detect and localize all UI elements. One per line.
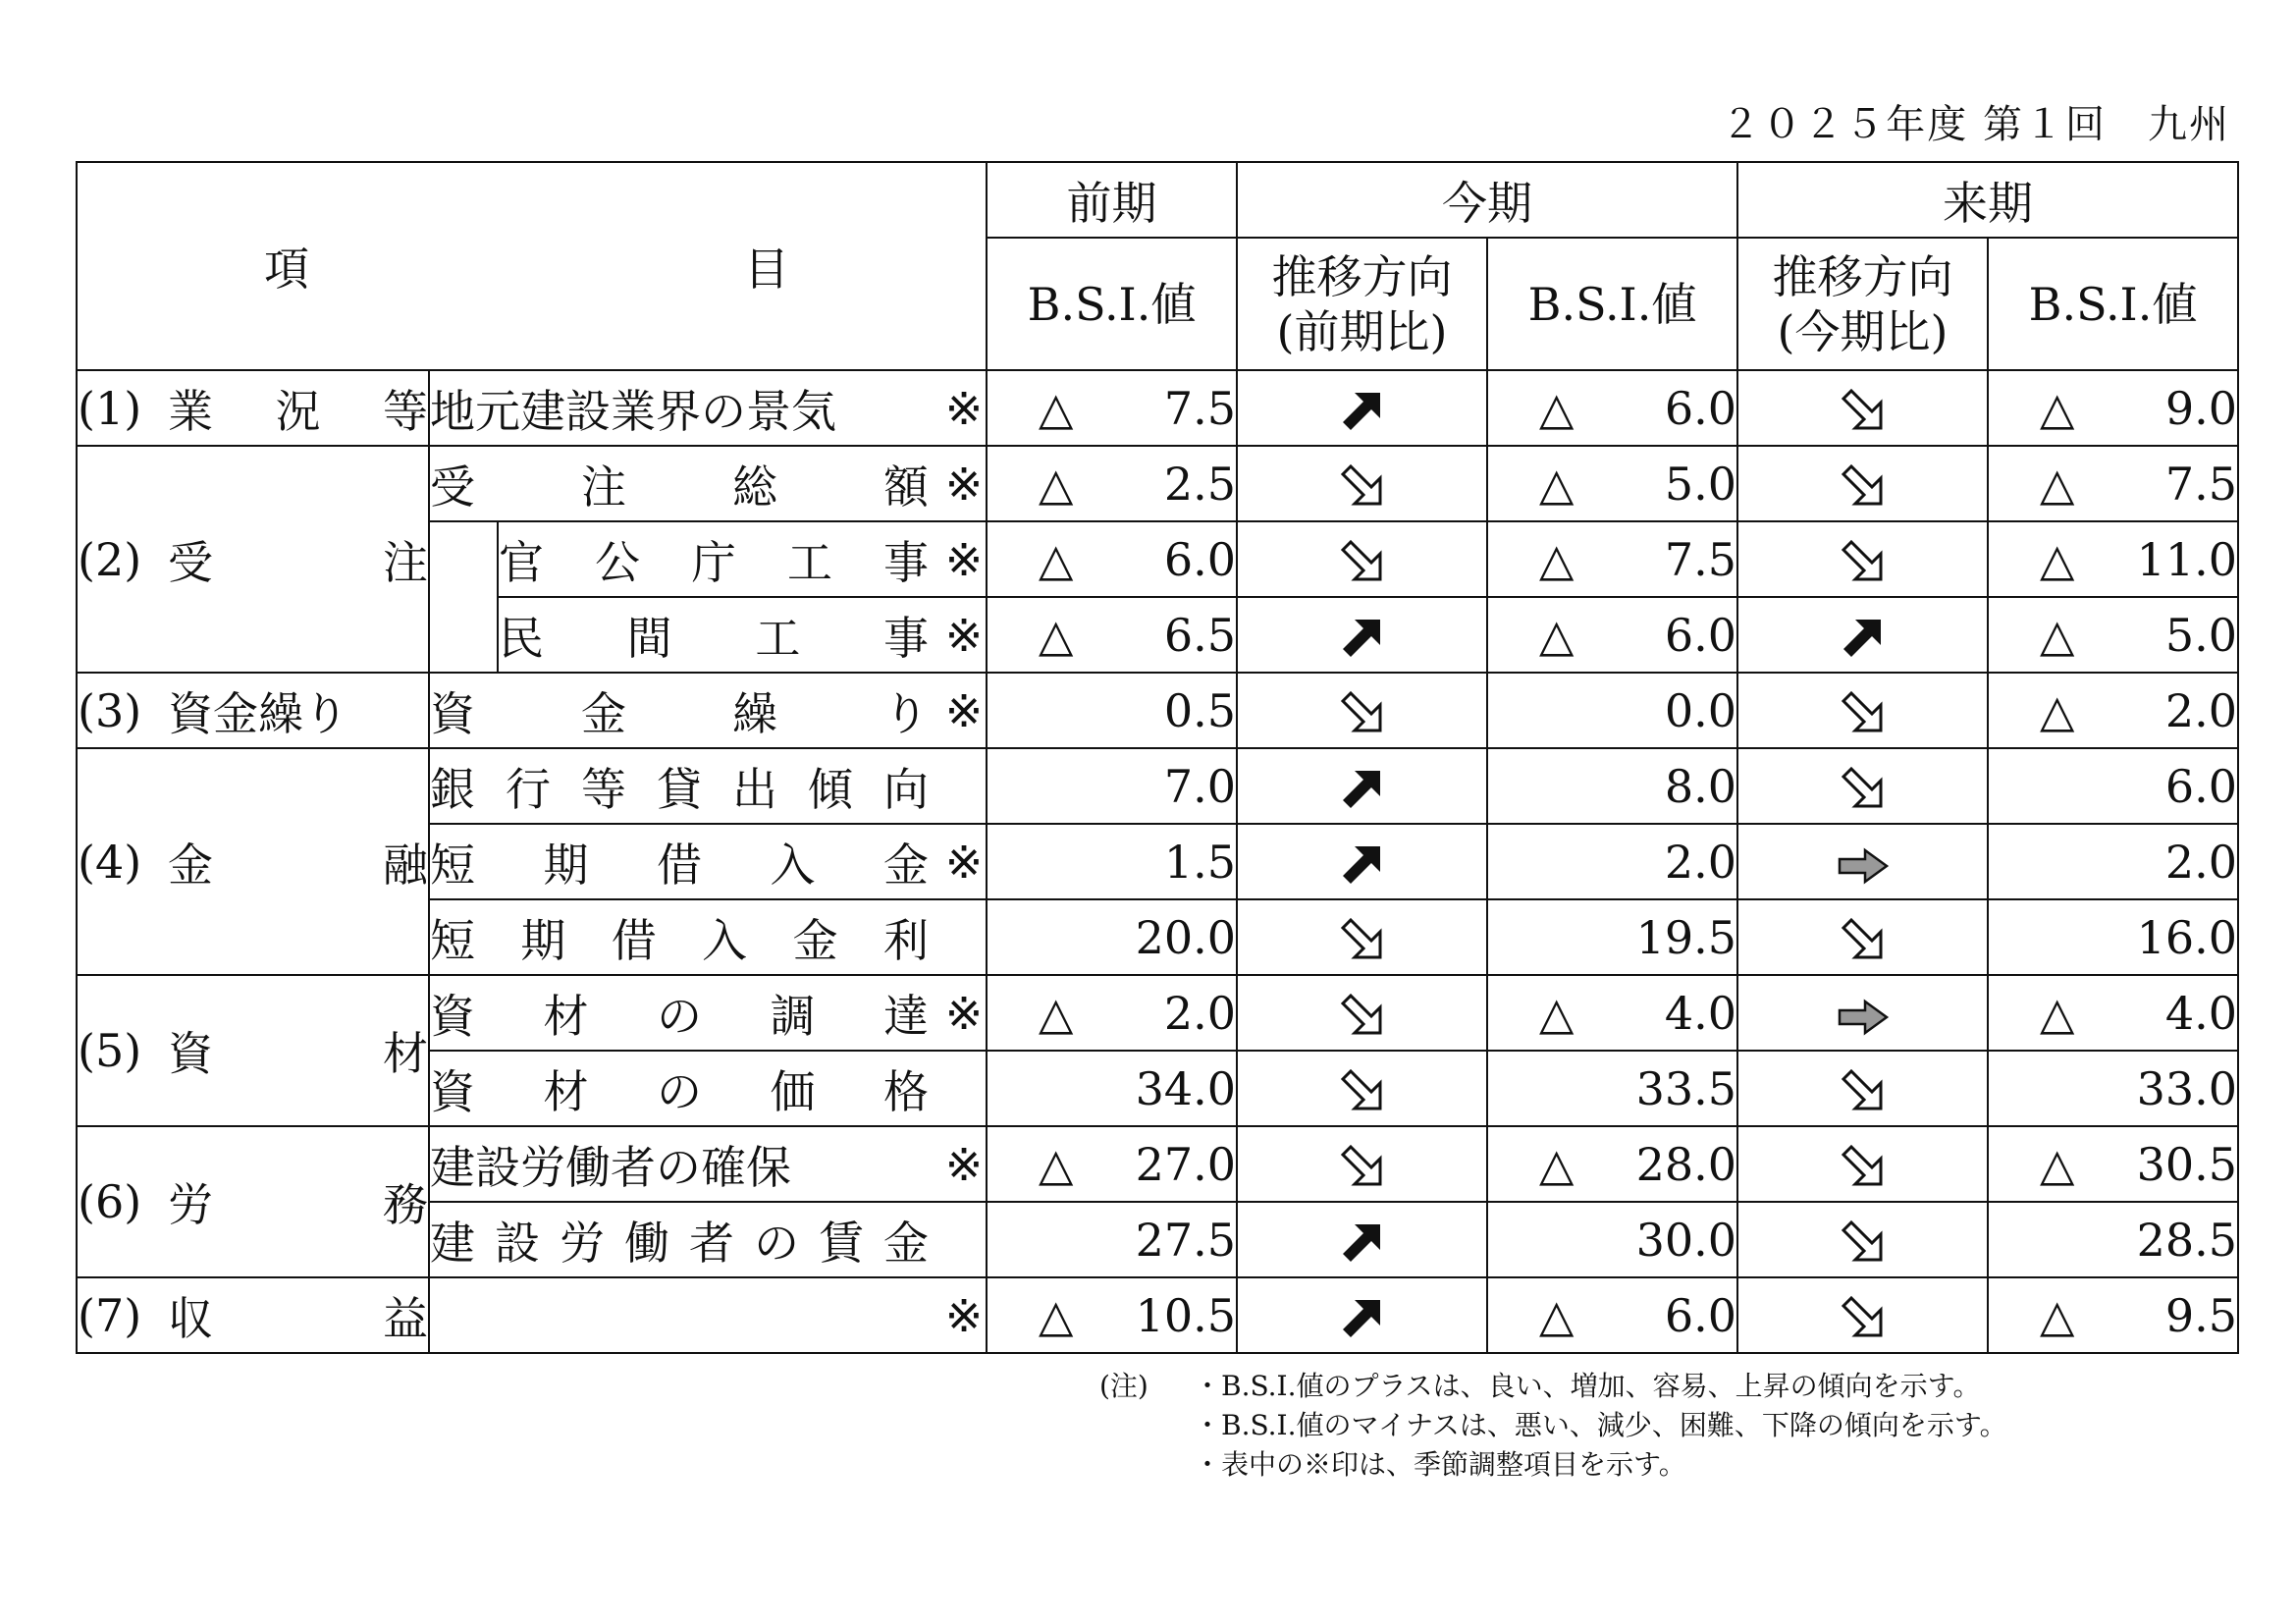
bsi-value: 34.0 <box>1135 1061 1236 1115</box>
trend-next-cell <box>1737 748 1988 824</box>
table-row <box>77 446 2238 521</box>
note-line: ・B.S.I.値のプラスは、良い、増加、容易、上昇の傾向を示す。 <box>1194 1370 1981 1402</box>
seasonal-adjust-mark: ※ <box>944 532 984 586</box>
trend-next-cell <box>1737 1202 1988 1277</box>
bsi-value: 0.5 <box>1163 683 1236 737</box>
table-row <box>77 748 2238 824</box>
item-header-char: 目 <box>744 243 789 296</box>
bsi-prev-cell <box>987 748 1237 824</box>
arrow-down-right-icon <box>1838 380 1889 433</box>
bsi-curr-cell <box>1487 597 1737 673</box>
period-prev-header: 前期 <box>987 162 1237 238</box>
arrow-down-right-icon <box>1337 682 1388 735</box>
seasonal-adjust-mark: ※ <box>944 986 984 1040</box>
bsi-curr-cell <box>1487 446 1737 521</box>
bsi-value: 9.0 <box>2164 381 2237 435</box>
seasonal-adjust-mark: ※ <box>944 835 984 889</box>
trend-prev-header: 推移方向 (前期比) <box>1237 238 1487 370</box>
arrow-down-right-icon <box>1838 531 1889 584</box>
bsi-next-cell <box>1988 370 2238 446</box>
bsi-prev-cell <box>987 1126 1237 1202</box>
bsi-curr-cell <box>1487 899 1737 975</box>
seasonal-adjust-mark: ※ <box>944 457 984 511</box>
trend-curr-header: 推移方向 (今期比) <box>1737 238 1988 370</box>
arrow-up-right-icon <box>1337 607 1388 660</box>
bsi-value: 1.5 <box>1163 835 1236 889</box>
trend-prev-cell <box>1237 1126 1487 1202</box>
negative-triangle: △ <box>1539 986 1575 1040</box>
table-row <box>77 673 2238 748</box>
arrow-down-right-icon <box>1337 456 1388 509</box>
negative-triangle: △ <box>1039 986 1074 1040</box>
bsi-value: 20.0 <box>1135 910 1236 964</box>
category-number: (2) <box>78 532 142 586</box>
category-label: 資 材 <box>168 1027 428 1080</box>
sub-item-cell <box>429 446 987 521</box>
sub-item-label: 短 期 借 入 金 <box>430 838 929 892</box>
bsi-value: 2.0 <box>2164 835 2237 889</box>
bsi-value: 27.5 <box>1135 1213 1236 1267</box>
bsi-table <box>76 161 2239 1354</box>
sub-item-cell <box>429 370 987 446</box>
arrow-up-right-icon <box>1337 380 1388 433</box>
arrow-up-right-icon <box>1838 607 1889 660</box>
negative-triangle: △ <box>1539 1137 1575 1191</box>
bsi-curr-cell <box>1487 824 1737 899</box>
negative-triangle: △ <box>1039 608 1074 662</box>
trend-next-cell <box>1737 1277 1988 1353</box>
indent-spacer <box>429 597 498 673</box>
bsi-next-header: B.S.I.値 <box>1988 238 2238 370</box>
arrow-down-right-icon <box>1838 682 1889 735</box>
negative-triangle: △ <box>2040 1288 2075 1342</box>
bsi-value: 6.0 <box>1163 532 1236 586</box>
category-cell <box>77 1277 429 1353</box>
trend-next-cell <box>1737 899 1988 975</box>
arrow-down-right-icon <box>1337 909 1388 962</box>
sub-item-cell <box>429 1126 987 1202</box>
bsi-next-cell <box>1988 673 2238 748</box>
negative-triangle: △ <box>1039 1288 1074 1342</box>
sub-item-cell <box>429 899 987 975</box>
category-cell <box>77 370 429 446</box>
bsi-next-cell <box>1988 521 2238 597</box>
bsi-next-cell <box>1988 899 2238 975</box>
table-row <box>77 975 2238 1051</box>
sub-item-label: 建 設 労 働 者 の 賃 金 <box>430 1216 929 1270</box>
bsi-value: 16.0 <box>2136 910 2237 964</box>
arrow-up-right-icon <box>1337 1287 1388 1340</box>
category-cell <box>77 748 429 975</box>
bsi-value: 30.0 <box>1635 1213 1736 1267</box>
bsi-value: 4.0 <box>1664 986 1736 1040</box>
negative-triangle: △ <box>2040 381 2075 435</box>
bsi-next-cell <box>1988 975 2238 1051</box>
category-label: 金 融 <box>168 838 428 892</box>
trend-prev-cell <box>1237 899 1487 975</box>
bsi-value: 6.5 <box>1163 608 1236 662</box>
category-label: 収 益 <box>168 1291 428 1345</box>
seasonal-adjust-mark: ※ <box>944 608 984 662</box>
sub-item-cell <box>429 1202 987 1277</box>
bsi-prev-cell <box>987 673 1237 748</box>
bsi-prev-cell <box>987 824 1237 899</box>
sub-item-cell <box>429 748 987 824</box>
trend-prev-cell <box>1237 824 1487 899</box>
seasonal-adjust-mark: ※ <box>944 1137 984 1191</box>
table-row <box>77 1277 2238 1353</box>
negative-triangle: △ <box>1039 381 1074 435</box>
sub-item-cell <box>498 521 987 597</box>
bsi-curr-cell <box>1487 521 1737 597</box>
negative-triangle: △ <box>2040 532 2075 586</box>
category-number: (6) <box>78 1175 142 1228</box>
bsi-value: 33.0 <box>2136 1061 2237 1115</box>
bsi-value: 5.0 <box>2164 608 2237 662</box>
category-number: (3) <box>78 683 142 737</box>
negative-triangle: △ <box>1039 457 1074 511</box>
trend-prev-cell <box>1237 597 1487 673</box>
arrow-down-right-icon <box>1838 1136 1889 1189</box>
bsi-value: 28.5 <box>2136 1213 2237 1267</box>
bsi-prev-header: B.S.I.値 <box>987 238 1237 370</box>
trend-prev-cell <box>1237 1051 1487 1126</box>
bsi-prev-cell <box>987 370 1237 446</box>
page-title: ２０２５年度 第１回 九州 <box>1721 102 2230 147</box>
note-line: ・B.S.I.値のマイナスは、悪い、減少、困難、下降の傾向を示す。 <box>1194 1409 2007 1441</box>
category-number: (4) <box>78 835 142 889</box>
bsi-value: 7.5 <box>1664 532 1736 586</box>
trend-next-cell <box>1737 521 1988 597</box>
bsi-value: 6.0 <box>2164 759 2237 813</box>
negative-triangle: △ <box>2040 608 2075 662</box>
negative-triangle: △ <box>1539 532 1575 586</box>
trend-next-cell <box>1737 1126 1988 1202</box>
table-row <box>77 1126 2238 1202</box>
arrow-down-right-icon <box>1838 1212 1889 1265</box>
bsi-value: 10.5 <box>1135 1288 1236 1342</box>
note-line: ・表中の※印は、季節調整項目を示す。 <box>1194 1448 1686 1481</box>
sub-item-label: 官 公 庁 工 事 <box>499 535 929 589</box>
category-label: 業 況 等 <box>168 384 428 438</box>
bsi-value: 11.0 <box>2136 532 2237 586</box>
bsi-next-cell <box>1988 1126 2238 1202</box>
bsi-prev-cell <box>987 597 1237 673</box>
negative-triangle: △ <box>2040 457 2075 511</box>
trend-next-cell <box>1737 824 1988 899</box>
arrow-up-right-icon <box>1337 834 1388 887</box>
arrow-down-right-icon <box>1337 531 1388 584</box>
arrow-down-right-icon <box>1337 985 1388 1038</box>
sub-item-label: 資 金 繰 り <box>430 686 929 740</box>
trend-prev-cell <box>1237 1277 1487 1353</box>
bsi-curr-header: B.S.I.値 <box>1487 238 1737 370</box>
category-label: 資金繰り <box>168 686 348 740</box>
trend-next-cell <box>1737 446 1988 521</box>
sub-item-cell <box>429 1277 987 1353</box>
category-label: 労 務 <box>168 1178 428 1231</box>
bsi-next-cell <box>1988 597 2238 673</box>
bsi-value: 9.5 <box>2164 1288 2237 1342</box>
sub-item-label: 銀 行 等 貸 出 傾 向 <box>430 762 929 816</box>
category-cell <box>77 975 429 1126</box>
trend-next-cell <box>1737 597 1988 673</box>
category-number: (1) <box>78 381 142 435</box>
bsi-value: 2.0 <box>1163 986 1236 1040</box>
bsi-value: 4.0 <box>2164 986 2237 1040</box>
sub-item-label: 資 材 の 価 格 <box>430 1064 929 1118</box>
bsi-next-cell <box>1988 824 2238 899</box>
bsi-next-cell <box>1988 748 2238 824</box>
bsi-value: 6.0 <box>1664 1288 1736 1342</box>
bsi-curr-cell <box>1487 673 1737 748</box>
notes-lead: (注) <box>1099 1370 1148 1402</box>
trend-next-cell <box>1737 975 1988 1051</box>
sub-item-label: 民 間 工 事 <box>499 611 929 665</box>
bsi-next-cell <box>1988 1202 2238 1277</box>
trend-prev-cell <box>1237 370 1487 446</box>
bsi-curr-cell <box>1487 975 1737 1051</box>
seasonal-adjust-mark: ※ <box>944 381 984 435</box>
bsi-value: 30.5 <box>2136 1137 2237 1191</box>
arrow-down-right-icon <box>1838 909 1889 962</box>
bsi-prev-cell <box>987 1051 1237 1126</box>
negative-triangle: △ <box>2040 986 2075 1040</box>
bsi-prev-cell <box>987 1202 1237 1277</box>
trend-next-cell <box>1737 1051 1988 1126</box>
sub-item-cell <box>429 975 987 1051</box>
trend-prev-cell <box>1237 446 1487 521</box>
bsi-value: 6.0 <box>1664 381 1736 435</box>
notes <box>1099 1367 2007 1485</box>
seasonal-adjust-mark: ※ <box>944 683 984 737</box>
bsi-curr-cell <box>1487 1202 1737 1277</box>
bsi-prev-cell <box>987 1277 1237 1353</box>
negative-triangle: △ <box>1039 1137 1074 1191</box>
negative-triangle: △ <box>1039 532 1074 586</box>
sub-item-cell <box>429 1051 987 1126</box>
sub-item-cell <box>429 673 987 748</box>
trend-prev-cell <box>1237 521 1487 597</box>
bsi-value: 7.5 <box>2164 457 2237 511</box>
table-row <box>77 370 2238 446</box>
trend-prev-cell <box>1237 748 1487 824</box>
bsi-next-cell <box>1988 1051 2238 1126</box>
sub-item-label: 資 材 の 調 達 <box>430 989 929 1043</box>
negative-triangle: △ <box>1539 1288 1575 1342</box>
category-cell <box>77 446 429 673</box>
bsi-value: 2.0 <box>1664 835 1736 889</box>
seasonal-adjust-mark: ※ <box>944 1288 984 1342</box>
sub-item-cell <box>429 824 987 899</box>
trend-prev-cell <box>1237 1202 1487 1277</box>
bsi-curr-cell <box>1487 370 1737 446</box>
arrow-right-icon <box>1836 836 1891 889</box>
bsi-next-cell <box>1988 446 2238 521</box>
category-label: 受 注 <box>168 535 428 589</box>
bsi-value: 28.0 <box>1635 1137 1736 1191</box>
bsi-curr-cell <box>1487 748 1737 824</box>
bsi-value: 6.0 <box>1664 608 1736 662</box>
bsi-prev-cell <box>987 446 1237 521</box>
bsi-prev-cell <box>987 975 1237 1051</box>
negative-triangle: △ <box>2040 683 2075 737</box>
trend-next-cell <box>1737 673 1988 748</box>
sub-item-label: 受 注 総 額 <box>430 460 929 514</box>
bsi-value: 2.5 <box>1163 457 1236 511</box>
indent-spacer <box>429 521 498 597</box>
arrow-right-icon <box>1836 987 1891 1040</box>
period-curr-header: 今期 <box>1237 162 1737 238</box>
negative-triangle: △ <box>1539 381 1575 435</box>
category-cell <box>77 1126 429 1277</box>
bsi-prev-cell <box>987 899 1237 975</box>
category-number: (7) <box>78 1288 142 1342</box>
trend-prev-cell <box>1237 673 1487 748</box>
bsi-value: 27.0 <box>1135 1137 1236 1191</box>
negative-triangle: △ <box>2040 1137 2075 1191</box>
negative-triangle: △ <box>1539 457 1575 511</box>
period-next-header: 来期 <box>1737 162 2238 238</box>
trend-prev-cell <box>1237 975 1487 1051</box>
bsi-value: 2.0 <box>2164 683 2237 737</box>
bsi-curr-cell <box>1487 1277 1737 1353</box>
sub-item-label: 建設労働者の確保 <box>430 1140 791 1194</box>
bsi-next-cell <box>1988 1277 2238 1353</box>
bsi-value: 0.0 <box>1664 683 1736 737</box>
category-number: (5) <box>78 1024 142 1077</box>
sub-item-label: 地元建設業界の景気 <box>430 384 836 438</box>
bsi-prev-cell <box>987 521 1237 597</box>
arrow-up-right-icon <box>1337 1212 1388 1265</box>
category-cell <box>77 673 429 748</box>
item-header-char: 項 <box>264 243 309 296</box>
bsi-value: 19.5 <box>1635 910 1736 964</box>
bsi-value: 5.0 <box>1664 457 1736 511</box>
trend-next-cell <box>1737 370 1988 446</box>
arrow-down-right-icon <box>1838 1060 1889 1113</box>
bsi-value: 7.0 <box>1163 759 1236 813</box>
bsi-value: 7.5 <box>1163 381 1236 435</box>
bsi-curr-cell <box>1487 1051 1737 1126</box>
bsi-value: 8.0 <box>1664 759 1736 813</box>
arrow-up-right-icon <box>1337 758 1388 811</box>
bsi-value: 33.5 <box>1635 1061 1736 1115</box>
negative-triangle: △ <box>1539 608 1575 662</box>
arrow-down-right-icon <box>1838 456 1889 509</box>
arrow-down-right-icon <box>1337 1060 1388 1113</box>
arrow-down-right-icon <box>1838 1287 1889 1340</box>
bsi-curr-cell <box>1487 1126 1737 1202</box>
arrow-down-right-icon <box>1337 1136 1388 1189</box>
arrow-down-right-icon <box>1838 758 1889 811</box>
sub-item-cell <box>498 597 987 673</box>
item-header <box>77 162 987 370</box>
sub-item-label: 短 期 借 入 金 利 <box>430 913 929 967</box>
